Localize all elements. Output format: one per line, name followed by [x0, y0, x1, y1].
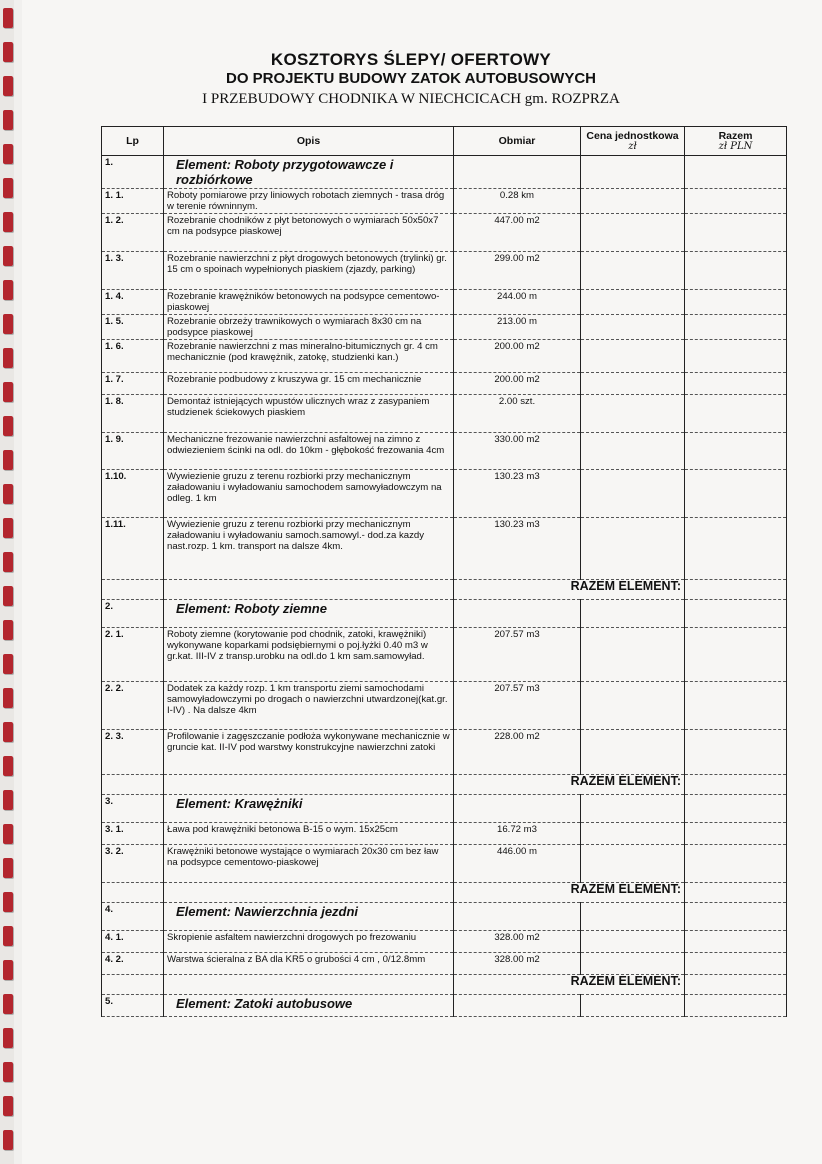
item-razem: [685, 395, 787, 433]
item-cena: [581, 252, 685, 290]
binding-ring: [3, 756, 13, 776]
sum-value: [685, 883, 787, 903]
item-razem: [685, 315, 787, 340]
sum-label: RAZEM ELEMENT:: [454, 580, 685, 600]
section-row: [102, 995, 787, 1017]
item-obmiar: 244.00 m: [454, 290, 581, 315]
binding-ring: [3, 8, 13, 28]
item-obmiar: 16.72 m3: [454, 823, 581, 845]
binding-ring: [3, 212, 13, 232]
table-header-row: [102, 127, 787, 156]
item-razem: [685, 373, 787, 395]
table-row: [102, 373, 787, 395]
item-obmiar: 200.00 m2: [454, 340, 581, 373]
item-cena: [581, 373, 685, 395]
binding-ring: [3, 790, 13, 810]
item-obmiar: 447.00 m2: [454, 214, 581, 252]
item-cena: [581, 340, 685, 373]
item-obmiar: 200.00 m2: [454, 373, 581, 395]
table-row: [102, 682, 787, 730]
table-row: [102, 931, 787, 953]
item-opis: Profilowanie i zagęszczanie podłoża wykonywane mechanicznie w gruncie kat. II-IV pod warstwy konstrukcyjne nawierzchni zatoki: [164, 730, 454, 775]
cost-estimate-table: [101, 126, 787, 1017]
item-lp: 1.11.: [102, 518, 164, 580]
sum-label: RAZEM ELEMENT:: [454, 883, 685, 903]
item-lp: 3. 1.: [102, 823, 164, 845]
binding-ring: [3, 484, 13, 504]
item-cena: [581, 433, 685, 470]
table-row: [102, 845, 787, 883]
item-opis: Rozebranie nawierzchni z mas mineralno-bitumicznych gr. 4 cm mechanicznie (pod krawężnik, zatokę, studzienki kan.): [164, 340, 454, 373]
table-row: [102, 628, 787, 682]
binding-ring: [3, 1130, 13, 1150]
item-lp: 1. 4.: [102, 290, 164, 315]
binding-ring: [3, 858, 13, 878]
item-opis: Roboty pomiarowe przy liniowych robotach ziemnych - trasa dróg w terenie równinnym.: [164, 189, 454, 214]
section-obmiar: [454, 903, 581, 931]
item-opis: Rozebranie chodników z płyt betonowych o wymiarach 50x50x7 cm na podsypce piaskowej: [164, 214, 454, 252]
item-cena: [581, 214, 685, 252]
header-razem-label: Razem: [718, 129, 753, 142]
item-opis: Roboty ziemne (korytowanie pod chodnik, zatoki, krawężniki) wykonywane koparkami podsiębiernymi o poj.łyżki 0.40 m3 w gr.kat. III-IV z transp.urobku na odl.do 1 km sam.samowyład.: [164, 628, 454, 682]
item-lp: 4. 1.: [102, 931, 164, 953]
section-lp: 5.: [102, 995, 164, 1017]
sum-lp-empty: [102, 775, 164, 795]
binding-ring: [3, 416, 13, 436]
binding-ring: [3, 552, 13, 572]
table-row: [102, 189, 787, 214]
item-opis: Krawężniki betonowe wystające o wymiarach 20x30 cm bez ław na podsypce cementowo-piaskowej: [164, 845, 454, 883]
item-cena: [581, 315, 685, 340]
binding-ring: [3, 348, 13, 368]
section-lp: 1.: [102, 156, 164, 189]
binding-ring: [3, 518, 13, 538]
item-lp: 2. 2.: [102, 682, 164, 730]
sum-value: [685, 975, 787, 995]
binding-ring: [3, 654, 13, 674]
section-lp: 3.: [102, 795, 164, 823]
section-razem: [685, 995, 787, 1017]
item-obmiar: 299.00 m2: [454, 252, 581, 290]
item-cena: [581, 189, 685, 214]
item-lp: 4. 2.: [102, 953, 164, 975]
binding-ring: [3, 314, 13, 334]
item-opis: Rozebranie obrzeży trawnikowych o wymiarach 8x30 cm na podsypce piaskowej: [164, 315, 454, 340]
item-lp: 3. 2.: [102, 845, 164, 883]
section-cena: [581, 995, 685, 1017]
table-row: [102, 290, 787, 315]
item-cena: [581, 518, 685, 580]
header-razem: [685, 127, 787, 156]
item-obmiar: 330.00 m2: [454, 433, 581, 470]
section-cena: [581, 795, 685, 823]
item-cena: [581, 628, 685, 682]
item-cena: [581, 823, 685, 845]
binding-ring: [3, 824, 13, 844]
section-cena: [581, 600, 685, 628]
header-razem-handwritten: zł PLN: [718, 140, 753, 152]
binding-ring: [3, 110, 13, 130]
item-obmiar: 130.23 m3: [454, 518, 581, 580]
binding-ring: [3, 960, 13, 980]
sum-lp-empty: [102, 883, 164, 903]
item-razem: [685, 433, 787, 470]
sum-lp-empty: [102, 580, 164, 600]
item-obmiar: 207.57 m3: [454, 682, 581, 730]
item-razem: [685, 290, 787, 315]
item-lp: 1.10.: [102, 470, 164, 518]
section-razem: [685, 795, 787, 823]
binding-ring: [3, 620, 13, 640]
item-obmiar: 328.00 m2: [454, 931, 581, 953]
item-opis: Rozebranie podbudowy z kruszywa gr. 15 cm mechanicznie: [164, 373, 454, 395]
item-obmiar: 213.00 m: [454, 315, 581, 340]
item-razem: [685, 340, 787, 373]
sum-value: [685, 580, 787, 600]
table-row: [102, 340, 787, 373]
spiral-binding: [0, 0, 14, 1164]
header-obmiar: Obmiar: [454, 127, 581, 156]
section-obmiar: [454, 795, 581, 823]
section-row: [102, 795, 787, 823]
document-subtitle: DO PROJEKTU BUDOWY ZATOK AUTOBUSOWYCH: [225, 70, 596, 87]
binding-ring: [3, 722, 13, 742]
binding-ring: [3, 688, 13, 708]
item-razem: [685, 189, 787, 214]
binding-ring: [3, 892, 13, 912]
item-lp: 2. 1.: [102, 628, 164, 682]
item-razem: [685, 470, 787, 518]
sum-value: [685, 775, 787, 795]
section-cena: [581, 903, 685, 931]
section-cena: [581, 156, 685, 189]
binding-ring: [3, 1062, 13, 1082]
item-opis: Skropienie asfaltem nawierzchni drogowych po frezowaniu: [164, 931, 454, 953]
item-cena: [581, 730, 685, 775]
item-obmiar: 228.00 m2: [454, 730, 581, 775]
section-title: Element: Nawierzchnia jezdni: [164, 903, 454, 931]
section-lp: 2.: [102, 600, 164, 628]
item-razem: [685, 730, 787, 775]
section-sum-row: [102, 775, 787, 795]
item-opis: Mechaniczne frezowanie nawierzchni asfaltowej na zimno z odwiezieniem ścinki na odl. do 10km - głębokość frezowania 4cm: [164, 433, 454, 470]
section-razem: [685, 156, 787, 189]
item-obmiar: 446.00 m: [454, 845, 581, 883]
binding-ring: [3, 1028, 13, 1048]
section-lp: 4.: [102, 903, 164, 931]
item-cena: [581, 290, 685, 315]
item-obmiar: 207.57 m3: [454, 628, 581, 682]
item-razem: [685, 214, 787, 252]
header-cena-handwritten: zł: [628, 140, 637, 152]
item-razem: [685, 628, 787, 682]
table-row: [102, 252, 787, 290]
item-razem: [685, 953, 787, 975]
item-obmiar: 2.00 szt.: [454, 395, 581, 433]
item-razem: [685, 518, 787, 580]
item-opis: Ława pod krawężniki betonowa B-15 o wym. 15x25cm: [164, 823, 454, 845]
header-cena-label: Cena jednostkowa: [586, 129, 679, 142]
sum-opis-empty: [164, 975, 454, 995]
binding-ring: [3, 926, 13, 946]
binding-ring: [3, 178, 13, 198]
sum-opis-empty: [164, 775, 454, 795]
sum-label: RAZEM ELEMENT:: [454, 775, 685, 795]
table-row: [102, 315, 787, 340]
sum-opis-empty: [164, 883, 454, 903]
binding-ring: [3, 450, 13, 470]
table-row: [102, 470, 787, 518]
section-razem: [685, 600, 787, 628]
sum-lp-empty: [102, 975, 164, 995]
item-cena: [581, 395, 685, 433]
item-cena: [581, 931, 685, 953]
item-obmiar: 328.00 m2: [454, 953, 581, 975]
item-razem: [685, 845, 787, 883]
item-cena: [581, 845, 685, 883]
section-title: Element: Roboty ziemne: [164, 600, 454, 628]
item-lp: 1. 2.: [102, 214, 164, 252]
item-opis: Wywiezienie gruzu z terenu rozbiorki przy mechanicznym załadowaniu i wyładowaniu samoch.samowyl.- dod.za kazdy nast.rozp. 1 km. transport na dalsze 4km.: [164, 518, 454, 580]
item-razem: [685, 823, 787, 845]
header-lp: Lp: [102, 127, 164, 156]
item-cena: [581, 953, 685, 975]
section-obmiar: [454, 600, 581, 628]
table-body: [102, 156, 787, 1017]
item-lp: 1. 6.: [102, 340, 164, 373]
item-opis: Dodatek za każdy rozp. 1 km transportu ziemi samochodami samowyładowczymi po drogach o nawierzchni utwardzonej(kat.gr. I-IV) . Na dalsze 4km: [164, 682, 454, 730]
header-opis: Opis: [164, 127, 454, 156]
binding-ring: [3, 1096, 13, 1116]
section-sum-row: [102, 883, 787, 903]
table-row: [102, 433, 787, 470]
section-obmiar: [454, 995, 581, 1017]
item-razem: [685, 252, 787, 290]
item-lp: 1. 3.: [102, 252, 164, 290]
section-razem: [685, 903, 787, 931]
document-title: KOSZTORYS ŚLEPY/ OFERTOWY: [270, 50, 552, 69]
table-row: [102, 823, 787, 845]
document-subtitle-location: I PRZEBUDOWY CHODNIKA W NIECHCICACH gm. ROZPRZA: [202, 91, 620, 107]
section-obmiar: [454, 156, 581, 189]
item-lp: 1. 7.: [102, 373, 164, 395]
sum-opis-empty: [164, 580, 454, 600]
table-row: [102, 730, 787, 775]
item-razem: [685, 931, 787, 953]
item-lp: 1. 1.: [102, 189, 164, 214]
item-opis: Wywiezienie gruzu z terenu rozbiorki przy mechanicznym załadowaniu i wyładowaniu samochodem samowyładowczym na odleg. 1 km: [164, 470, 454, 518]
section-title: Element: Roboty przygotowawcze i rozbiórkowe: [164, 156, 454, 189]
item-lp: 1. 9.: [102, 433, 164, 470]
item-obmiar: 0.28 km: [454, 189, 581, 214]
section-row: [102, 156, 787, 189]
item-opis: Demontaż istniejących wpustów ulicznych wraz z zasypaniem studzienek ściekowych piaskiem: [164, 395, 454, 433]
section-sum-row: [102, 580, 787, 600]
table-row: [102, 953, 787, 975]
section-row: [102, 600, 787, 628]
header-cena: [581, 127, 685, 156]
item-opis: Rozebranie krawężników betonowych na podsypce cementowo-piaskowej: [164, 290, 454, 315]
table-row: [102, 518, 787, 580]
binding-ring: [3, 280, 13, 300]
binding-ring: [3, 382, 13, 402]
item-opis: Rozebranie nawierzchni z płyt drogowych betonowych (trylinki) gr. 15 cm o spoinach wypełnionych piaskiem (zjazdy, parking): [164, 252, 454, 290]
binding-ring: [3, 246, 13, 266]
section-title: Element: Zatoki autobusowe: [164, 995, 454, 1017]
section-row: [102, 903, 787, 931]
item-opis: Warstwa ścieralna z BA dla KR5 o grubości 4 cm , 0/12.8mm: [164, 953, 454, 975]
binding-ring: [3, 994, 13, 1014]
item-razem: [685, 682, 787, 730]
table-row: [102, 214, 787, 252]
table-row: [102, 395, 787, 433]
item-cena: [581, 470, 685, 518]
section-title: Element: Krawężniki: [164, 795, 454, 823]
item-lp: 1. 5.: [102, 315, 164, 340]
item-cena: [581, 682, 685, 730]
section-sum-row: [102, 975, 787, 995]
binding-ring: [3, 144, 13, 164]
binding-ring: [3, 586, 13, 606]
item-lp: 2. 3.: [102, 730, 164, 775]
item-lp: 1. 8.: [102, 395, 164, 433]
item-obmiar: 130.23 m3: [454, 470, 581, 518]
sum-label: RAZEM ELEMENT:: [454, 975, 685, 995]
